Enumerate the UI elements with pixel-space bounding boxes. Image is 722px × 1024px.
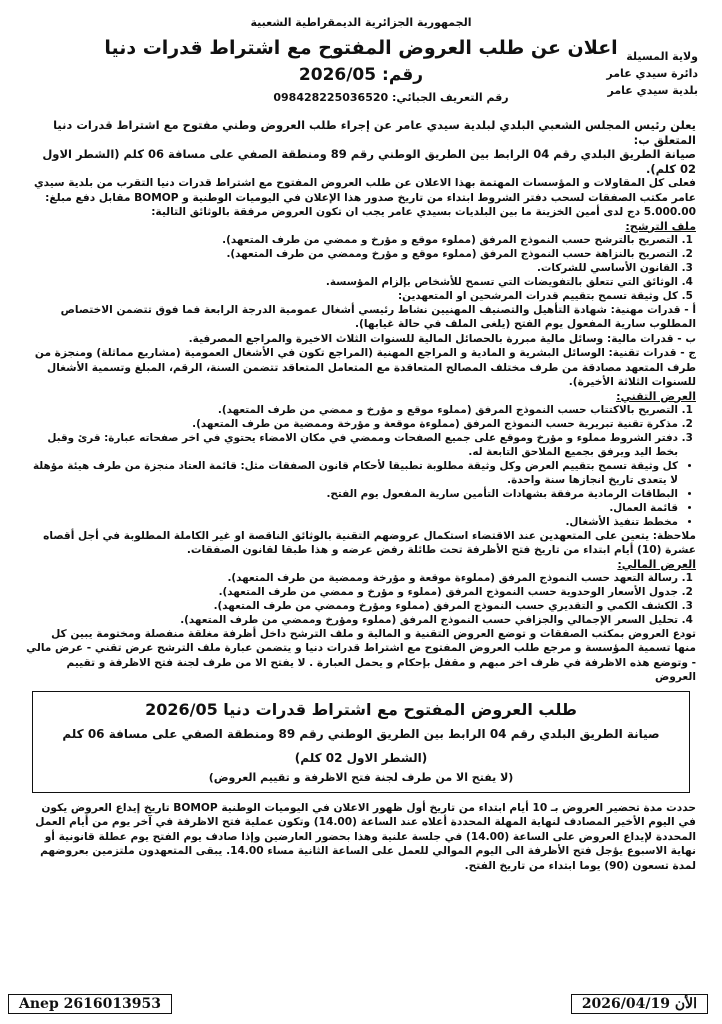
financial-title: العرض المالي: (617, 557, 696, 571)
technical-list (26, 403, 696, 459)
list-item: 1. التصريح بالترشح حسب النموذج المرفق (مملوء موقع و مؤرخ و ممضي من طرف المتعهد). (26, 233, 678, 247)
box-section: (الشطر الاول 02 كلم) (294, 750, 428, 765)
box-project: صيانة الطريق البلدي رقم 04 الرابط بين الطريق الوطني رقم 89 ومنطقة الصفي على مسافة 06 كلم (62, 726, 660, 741)
technical-title: العرض التقني: (616, 389, 696, 403)
list-item: 3. القانون الأساسي للشركات. (26, 261, 678, 275)
list-item: 2. مذكرة تقنية تبريرية حسب النموذج المرفق (مملوءة موقعة و مؤرخة وممضية من طرف المتعهد). (26, 417, 678, 431)
box-title: طلب العروض المفتوح مع اشتراط قدرات دنيا 2026/05 (145, 699, 577, 719)
list-item: 3. دفتر الشروط مملوء و مؤرخ وموقع على جميع الصفحات وممضي في مكان الامضاء يحتوي في اخر صفحاته عبارة: قرئ وقبل بخط اليد ويرفق بجميع الملاحق التابعة له. (26, 431, 678, 459)
list-item: 5. كل وثيقة تسمح بتقييم قدرات المرشحين او المتعهدين: (26, 289, 678, 303)
envelope-text: تودع العروض بمكتب الصفقات و توضع العروض التقنية و المالية و ملف الترشح داخل أظرفة مغلقة منفصلة ومختومة يبين كل منها تسمية المؤسسة و مرجع طلب العروض المفتوح مع اشتراط قدرات دنيا و يتضمن عبارة ملف الترشح عرض تقني - عرض مالي - وتوضع هذه الاظرفة في ظرف اخر مبهم و مقفل بإحكام و يحمل العبارة . لا يفتح الا من طرف لجنة فتح الاظرفة و تقييم العروض (26, 627, 696, 683)
financial-list (26, 571, 696, 627)
list-item: 4. تحليل السعر الإجمالي والجزافي حسب النموذج المرفق (مملوء ومؤرخ وممضي من طرف المتعهد). (26, 613, 678, 627)
anep-reference: Anep 2616013953 (8, 994, 172, 1014)
date-suffix: الأن (674, 996, 697, 1012)
announcement-number (26, 65, 696, 85)
list-item: 2. التصريح بالنزاهة حسب النموذج المرفق (مملوء موقع و مؤرخ وممضي من طرف المتعهد). (26, 247, 678, 261)
capacity-technical: ج - قدرات تقنية: الوسائل البشرية و المادية و المراجع المهنية (المراجع تكون في الأشغال العمومية (مشاريع مماثلة) ومنجزة من طرف المتعهد مصادقة من طرف مختلف المصالح المتعاقدة مع المتعامل المتعاقد تتضمن السنة، الرقم، المبلغ وتسمية الأشغال للسنوات الثلاثة الأخيرة). (34, 347, 696, 388)
candidature-list (26, 233, 696, 303)
issuer-block (606, 48, 698, 99)
publication-date (571, 994, 708, 1014)
wilaya: ولاية المسيلة (626, 50, 698, 63)
list-item: 2. جدول الأسعار الوحدوية حسب النموذج المرفق (مملوء و مؤرخ و ممضي من طرف المتعهد). (26, 585, 678, 599)
list-item: 1. رسالة التعهد حسب النموذج المرفق (مملوءة موقعة و مؤرخة وممضية من طرف المتعهد). (26, 571, 678, 585)
tax-id-value: 098428225036520 (273, 91, 389, 104)
daira: دائرة سيدي عامر (606, 67, 698, 80)
date-value: 2026/04/19 (581, 996, 670, 1012)
tax-id-label: رقم التعريف الجبائي: (392, 91, 509, 104)
candidature-title: ملف الترشح: (625, 219, 696, 233)
project-title: صيانة الطريق البلدي رقم 04 الرابط بين الطريق الوطني رقم 89 ومنطقة الصفي على مسافة 06 كلم (الشطر الاول 02 كلم). (42, 147, 696, 176)
invitation-text: فعلى كل المقاولات و المؤسسات المهتمة بهذا الاعلان عن طلب العروض المفتوح مع اشتراط قدرات دنيا التقرب من بلدية سيدي عامر مكتب الصفقات لسحب دفتر الشروط ابتداء من تاريخ صدور هذا الإعلان في اليوميات الوطنية و BOMOP مقابل دفع مبلغ: 5.000.00 دج لدى أمين الخزينة ما بين البلديات بسيدي عامر يجب ان تكون العروض مرفقة بالوثائق التالية: (33, 177, 696, 218)
list-item: 1. التصريح بالاكتتاب حسب النموذج المرفق (مملوء موقع و مؤرخ و ممضي من طرف المتعهد). (26, 403, 678, 417)
capacity-financial: ب - قدرات مالية: وسائل مالية مبررة بالحصائل المالية للسنوات الثلاث الاخيرة والمراجع المصرفية. (188, 332, 696, 345)
number-label: رقم: (382, 65, 424, 85)
page-title: اعلان عن طلب العروض المفتوح مع اشتراط قدرات دنيا (104, 37, 618, 59)
list-item: • مخطط تنفيذ الأشغال. (26, 515, 678, 529)
list-item: • قائمة العمال. (26, 501, 678, 515)
list-item: 4. الوثائق التي تتعلق بالتفويضات التي تسمح للأشخاص بإلزام المؤسسة. (26, 275, 678, 289)
footer (0, 994, 722, 1018)
republic-heading: الجمهورية الجزائرية الديمقراطية الشعبية (250, 16, 472, 29)
closing-text: حددت مدة تحضير العروض بـ 10 أيام ابتداء من تاريخ أول ظهور الاعلان في اليوميات الوطنية BOMOP تاريخ إيداع العروض يكون في اليوم الأخير المصادف لنهاية المهلة المحددة أعلاه عند الساعة (14.00) وتكون عملية فتح الاظرفة في آخر يوم من أيام العمل المحددة لإيداع العروض على الساعة (14.00) في جلسة علنية وهذا بحضور العارضين وإذا صادف يوم الفتح يوم عطلة قانونية أو نهاية الاسبوع يؤجل فتح الأظرفة الى اليوم الموالي للعمل على الساعة الثانية مساء 14.00. يبقى المتعهدون ملتزمين بعروضهم لمدة تسعون (90) يوما ابتداء من تاريخ الفتح. (35, 801, 696, 872)
note-text: ملاحظة: يتعين على المتعهدين عند الاقتضاء استكمال عروضهم التقنية بالوثائق الناقصة او غير الكاملة المطلوبة في أجل أقصاه عشرة (10) أيام ابتداء من تاريخ فتح الأظرفة تحت طائلة رفض عرضه و هذا طبقا لقانون الصفقات. (43, 529, 696, 556)
baladia: بلدية سيدي عامر (607, 84, 698, 97)
capacity-professional: أ - قدرات مهنية: شهادة التأهيل والتصنيف المهنيين نشاط رئيسي أشغال عمومية الدرجة الرابعة فما فوق تتضمن الاختصاص المطلوب سارية المفعول يوم الفتح (يلغى الملف في حالة غيابها). (60, 303, 696, 330)
list-item: • كل وثيقة تسمح بتقييم العرض وكل وثيقة مطلوبة تطبيقا لأحكام قانون الصفقات مثل: قائمة العتاد منجزة من طرف هيئة مؤهلة لا يتعدى تاريخ انجازها سنة واحدة. (26, 459, 678, 487)
list-item: 3. الكشف الكمي و التقديري حسب النموذج المرفق (مملوء ومؤرخ وممضي من طرف المتعهد). (26, 599, 678, 613)
technical-bullets (26, 459, 696, 529)
box-warning: (لا يفتح الا من طرف لجنة فتح الاظرفة و تقييم العروض) (208, 770, 514, 784)
number-value: 2026/05 (298, 65, 377, 85)
intro-text: يعلن رئيس المجلس الشعبي البلدي لبلدية سيدي عامر عن إجراء طلب العروض وطني مفتوح مع اشتراط قدرات دنيا المتعلق ب: (53, 118, 696, 147)
list-item: • البطاقات الرمادية مرفقة بشهادات التأمين سارية المفعول يوم الفتح. (26, 487, 678, 501)
tax-id (26, 91, 696, 104)
envelope-label-box (32, 691, 690, 793)
